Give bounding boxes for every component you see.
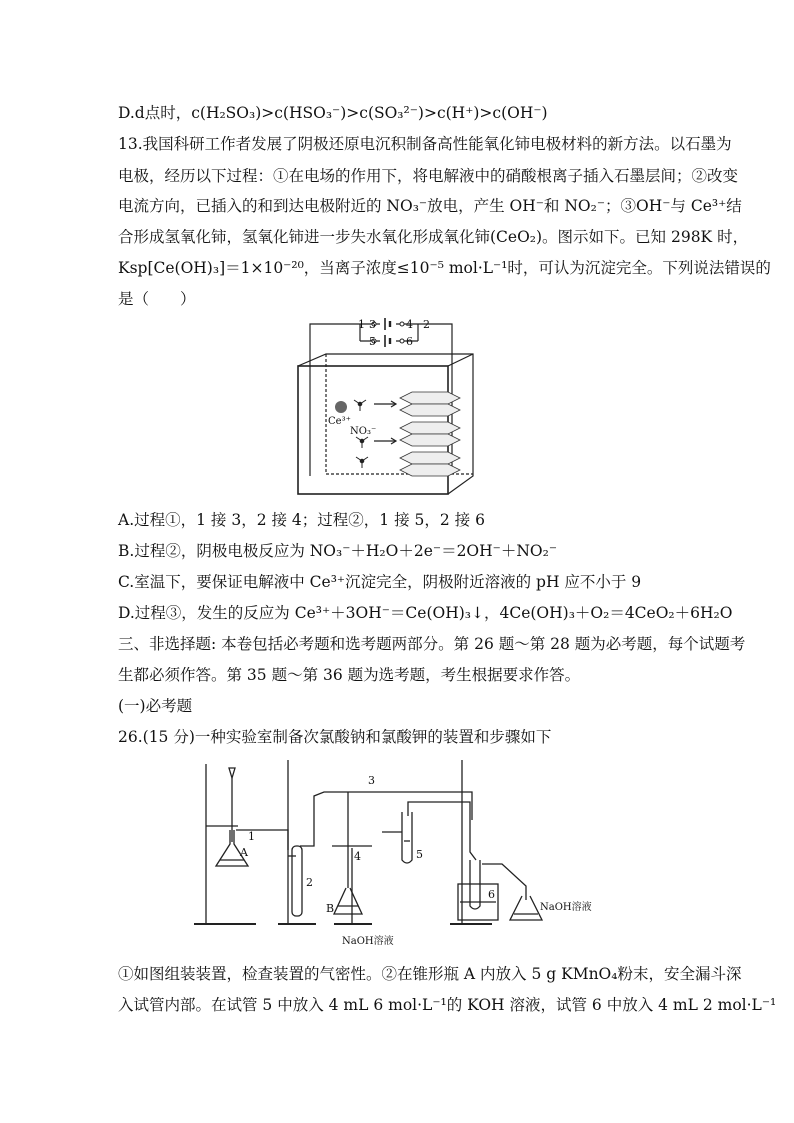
section-required: (一)必考题 [118, 697, 193, 715]
fig1-no3-ion: NO₃⁻ [350, 426, 377, 437]
option-d-prev: D.d点时，c(H₂SO₃)>c(HSO₃⁻)>c(SO₃²⁻)>c(H⁺)>c(OH⁻) [118, 104, 548, 122]
fig1-ce-ion: Ce³⁺ [328, 416, 351, 427]
fig2-label-6: 6 [488, 888, 495, 901]
fig2-label-5: 5 [416, 848, 423, 861]
fig1-label-5: 5 [369, 335, 376, 348]
option-b: B.过程②，阴极电极反应为 NO₃⁻＋H₂O＋2e⁻＝2OH⁻＋NO₂⁻ [118, 542, 557, 560]
fig1-label-6: 6 [406, 335, 413, 348]
option-d: D.过程③，发生的反应为 Ce³⁺＋3OH⁻＝Ce(OH)₃↓，4Ce(OH)₃＋O₂＝4CeO₂＋6H₂O [118, 604, 733, 622]
question-26-title: 26.(15 分)一种实验室制备次氯酸钠和氯酸钾的装置和步骤如下 [118, 728, 552, 746]
fig2-label-b: B [326, 902, 335, 915]
section-heading-line-1: 三、非选择题: 本卷包括必考题和选考题两部分。第 26 题～第 28 题为必考题，每个试题考 [118, 635, 746, 653]
question-13-line-3: 电流方向，已插入的和到达电极附近的 NO₃⁻放电，产生 OH⁻和 NO₂⁻；③OH⁻与 Ce³⁺结 [118, 197, 742, 215]
fig2-naoh-b: NaOH溶液 [342, 936, 394, 947]
fig2-label-2: 2 [306, 876, 313, 889]
option-c: C.室温下，要保证电解液中 Ce³⁺沉淀完全，阴极附近溶液的 pH 应不小于 9 [118, 573, 642, 591]
option-a: A.过程①，1 接 3，2 接 4；过程②，1 接 5，2 接 6 [118, 511, 485, 529]
question-13-line-6: 是（ ） [118, 290, 196, 308]
apparatus-diagram [192, 756, 602, 952]
electrolysis-diagram [290, 316, 480, 498]
fig2-naoh-right: NaOH溶液 [540, 902, 592, 913]
procedure-line-1: ①如图组装装置，检查装置的气密性。②在锥形瓶 A 内放入 5 g KMnO₄粉末，安全漏斗深 [118, 965, 742, 983]
fig2-label-1: 1 [248, 830, 255, 843]
question-13-line-5: Ksp[Ce(OH)₃]＝1×10⁻²⁰，当离子浓度≤10⁻⁵ mol·L⁻¹时，可认为沉淀完全。下列说法错误的 [118, 259, 771, 277]
question-13-line-2: 电极，经历以下过程：①在电场的作用下，将电解液中的硝酸根离子插入石墨层间；②改变 [118, 167, 739, 185]
fig2-label-3: 3 [368, 774, 375, 787]
question-13-line-1: 13.我国科研工作者发展了阴极还原电沉积制备高性能氧化铈电极材料的新方法。以石墨为 [118, 135, 732, 153]
fig1-label-3: 3 [369, 318, 376, 331]
procedure-line-2: 入试管内部。在试管 5 中放入 4 mL 6 mol·L⁻¹的 KOH 溶液，试管 6 中放入 4 mL 2 mol·L⁻¹ [118, 996, 777, 1014]
fig1-label-4: 4 [406, 318, 413, 331]
fig1-label-2: 2 [423, 318, 430, 331]
fig1-label-1: 1 [358, 318, 365, 331]
section-heading-line-2: 生都必须作答。第 35 题～第 36 题为选考题，考生根据要求作答。 [118, 666, 581, 684]
question-13-line-4: 合形成氢氧化铈，氢氧化铈进一步失水氧化形成氧化铈(CeO₂)。图示如下。已知 298K 时， [118, 228, 749, 246]
fig2-label-4: 4 [354, 850, 361, 863]
fig2-label-a: A [240, 846, 248, 859]
